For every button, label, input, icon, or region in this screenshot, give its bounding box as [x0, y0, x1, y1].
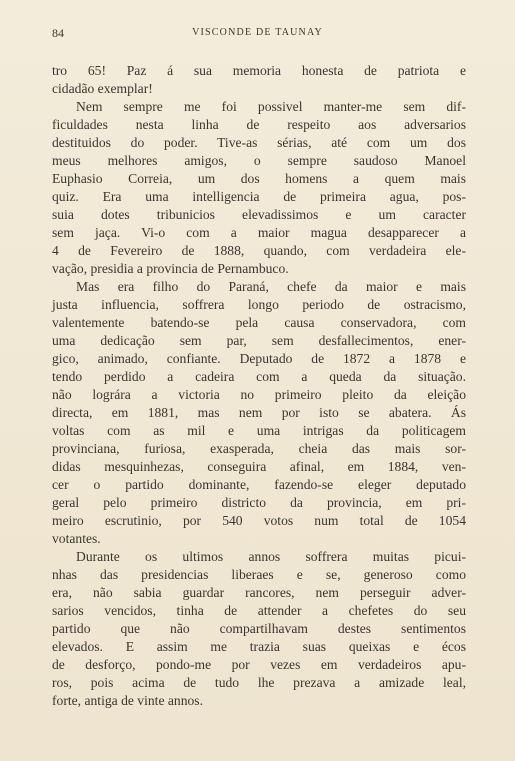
text-line: cer o partido dominante, fazendo-se eleger deputado [52, 477, 466, 492]
text-line: elevados. E assim me trazia suas queixas e écos [52, 639, 466, 654]
paragraph [52, 62, 466, 98]
paragraph [52, 548, 466, 710]
text-line: gico, animado, confiante. Deputado de 1872 a 1878 e [52, 351, 466, 366]
text-line: sarios vencidos, tinha de attender a chefetes do seu [52, 603, 466, 618]
text-line: cidadão exemplar! [52, 81, 153, 96]
text-line: nhas das presidencias liberaes e se, generoso como [52, 567, 466, 582]
text-line: meus melhores amigos, o sempre saudoso Manoel [52, 153, 466, 168]
text-line: partido que não compartilhavam destes sentimentos [52, 621, 466, 636]
body-text [52, 62, 466, 710]
text-line: quiz. Era uma intelligencia de primeira agua, pos- [52, 189, 466, 204]
text-line: ficuldades nesta linha de respeito aos adversarios [52, 117, 466, 132]
text-line: Euphasio Correia, um dos homens a quem mais [52, 171, 466, 186]
text-line: Durante os ultimos annos soffrera muitas picui- [76, 549, 466, 564]
text-line: valentemente batendo-se pela causa conservadora, com [52, 315, 466, 330]
running-title: VISCONDE DE TAUNAY [192, 27, 323, 38]
page-header [52, 26, 463, 42]
text-line: geral pelo primeiro districto da provincia, em pri- [52, 495, 466, 510]
text-line: justa influencia, soffrera longo periodo de ostracismo, [52, 297, 466, 312]
text-line: meiro escrutinio, por 540 votos num total de 1054 [52, 513, 466, 528]
text-line: Nem sempre me foi possivel manter-me sem dif- [76, 99, 466, 114]
text-line: sem jaça. Vi-o com a maior magua desapparecer a [52, 225, 466, 240]
text-line: 4 de Fevereiro de 1888, quando, com verdadeira ele- [52, 243, 466, 258]
text-line: de desforço, pondo-me por vezes em verdadeiros apu- [52, 657, 466, 672]
text-line: didas mesquinhezas, conseguira afinal, em 1884, ven- [52, 459, 466, 474]
text-line: Mas era filho do Paraná, chefe da maior e mais [76, 279, 466, 294]
text-line: voltas com as mil e uma intrigas da politicagem [52, 423, 466, 438]
text-line: ros, pois acima de tudo lhe prezava a amizade leal, [52, 675, 466, 690]
text-line: vação, presidia a provincia de Pernambuco. [52, 261, 289, 276]
text-line: directa, em 1881, mas nem por isto se abatera. Ás [52, 405, 466, 420]
page-number: 84 [52, 26, 64, 40]
text-line: tro 65! Paz á sua memoria honesta de patriota e [52, 63, 466, 78]
paragraph [52, 278, 466, 548]
paragraph [52, 98, 466, 278]
text-line: uma dedicação sem par, sem desfallecimentos, ener- [52, 333, 466, 348]
text-line: não lográra a victoria no primeiro pleito da eleição [52, 387, 466, 402]
text-line: destituidos do poder. Tive-as sérias, até com um dos [52, 135, 466, 150]
text-line: forte, antiga de vinte annos. [52, 693, 203, 708]
text-line: provinciana, furiosa, exasperada, cheia das mais sor- [52, 441, 466, 456]
text-line: era, não sabia guardar rancores, nem perseguir adver- [52, 585, 466, 600]
text-line: tendo perdido a cadeira com a queda da situação. [52, 369, 466, 384]
text-line: votantes. [52, 531, 101, 546]
text-line: suia dotes tribunicios elevadissimos e um caracter [52, 207, 466, 222]
